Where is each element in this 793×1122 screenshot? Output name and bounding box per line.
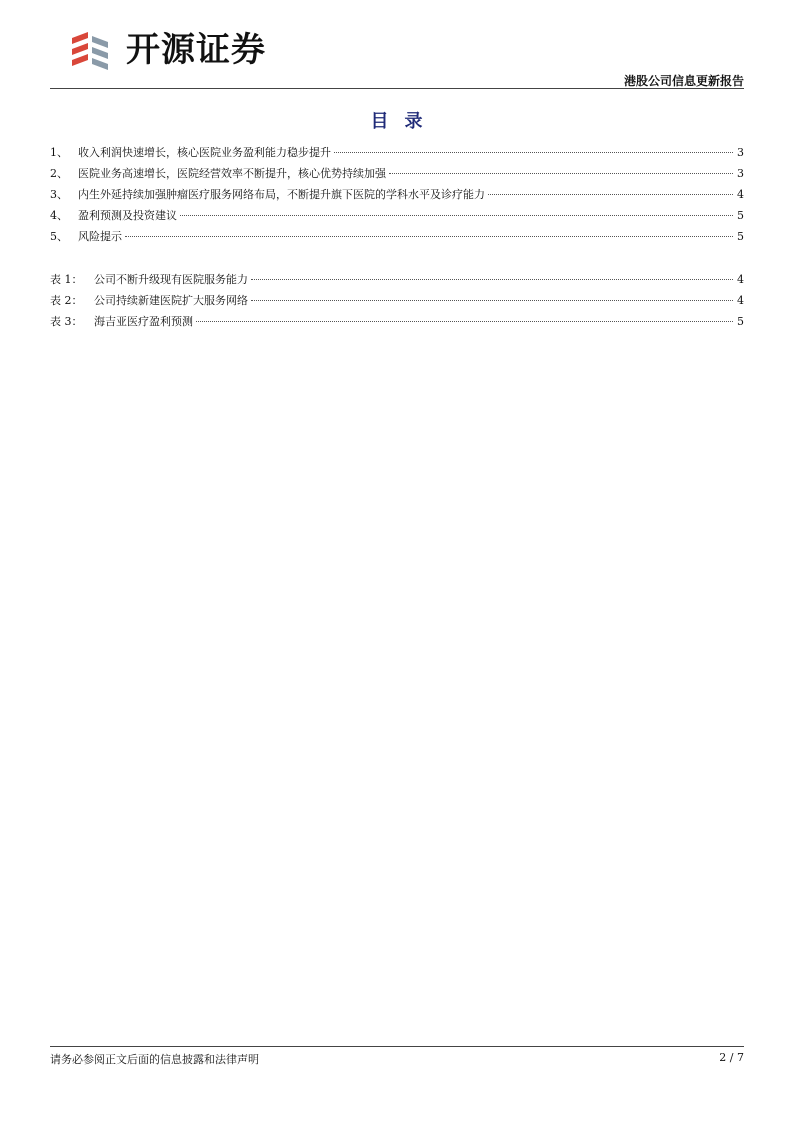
toc-entry[interactable] — [50, 165, 744, 186]
toc-leader-dots — [251, 279, 733, 280]
toc-entry-page: 5 — [737, 230, 744, 243]
toc-entry-number: 4、 — [50, 209, 68, 222]
toc-leader-dots — [389, 173, 733, 174]
toc-entry-title: 风险提示 — [78, 230, 122, 243]
toc-entry-page: 3 — [737, 167, 744, 180]
toc-leader-dots — [334, 152, 733, 153]
table-entry-number: 表 1： — [50, 273, 83, 286]
kaiyuan-logo-icon — [68, 30, 116, 74]
toc-leader-dots — [180, 215, 733, 216]
toc-entry-title: 盈利预测及投资建议 — [78, 209, 177, 222]
toc-entry[interactable] — [50, 144, 744, 165]
toc-entry[interactable] — [50, 228, 744, 249]
report-type-label: 港股公司信息更新报告 — [623, 74, 744, 88]
table-entry[interactable] — [50, 271, 744, 292]
toc-sections — [50, 144, 744, 249]
table-entry-title: 公司持续新建医院扩大服务网络 — [94, 294, 248, 307]
toc-entry-number: 3、 — [50, 188, 68, 201]
toc-entry-title: 医院业务高速增长，医院经营效率不断提升，核心优势持续加强 — [78, 167, 386, 180]
page-number: 2 / 7 — [719, 1051, 744, 1064]
table-entry[interactable] — [50, 292, 744, 313]
toc-entry-number: 2、 — [50, 167, 68, 180]
toc-entry[interactable] — [50, 207, 744, 228]
page-header — [50, 24, 744, 88]
table-entry-number: 表 2： — [50, 294, 83, 307]
toc-leader-dots — [251, 300, 733, 301]
brand-name: 开源证券 — [126, 30, 266, 70]
header-divider — [50, 88, 744, 89]
toc-title: 目录 — [370, 111, 439, 132]
toc-entry-page: 3 — [737, 146, 744, 159]
toc-entry-number: 5、 — [50, 230, 68, 243]
table-entry[interactable] — [50, 313, 744, 334]
footer-divider — [50, 1046, 744, 1047]
table-entry-page: 4 — [737, 294, 744, 307]
table-entry-page: 5 — [737, 315, 744, 328]
table-entry-title: 公司不断升级现有医院服务能力 — [94, 273, 248, 286]
toc-entry-title: 收入利润快速增长，核心医院业务盈利能力稳步提升 — [78, 146, 331, 159]
toc-entry-title: 内生外延持续加强肿瘤医疗服务网络布局，不断提升旗下医院的学科水平及诊疗能力 — [78, 188, 485, 201]
toc-leader-dots — [488, 194, 733, 195]
table-entry-title: 海吉亚医疗盈利预测 — [94, 315, 193, 328]
toc-entry-page: 5 — [737, 209, 744, 222]
toc-leader-dots — [196, 321, 733, 322]
toc-tables — [50, 271, 744, 334]
footer-disclaimer: 请务必参阅正文后面的信息披露和法律声明 — [50, 1053, 259, 1066]
toc-entry-page: 4 — [737, 188, 744, 201]
toc-leader-dots — [125, 236, 733, 237]
toc-entry-number: 1、 — [50, 146, 68, 159]
toc-entry[interactable] — [50, 186, 744, 207]
table-entry-number: 表 3： — [50, 315, 83, 328]
table-entry-page: 4 — [737, 273, 744, 286]
